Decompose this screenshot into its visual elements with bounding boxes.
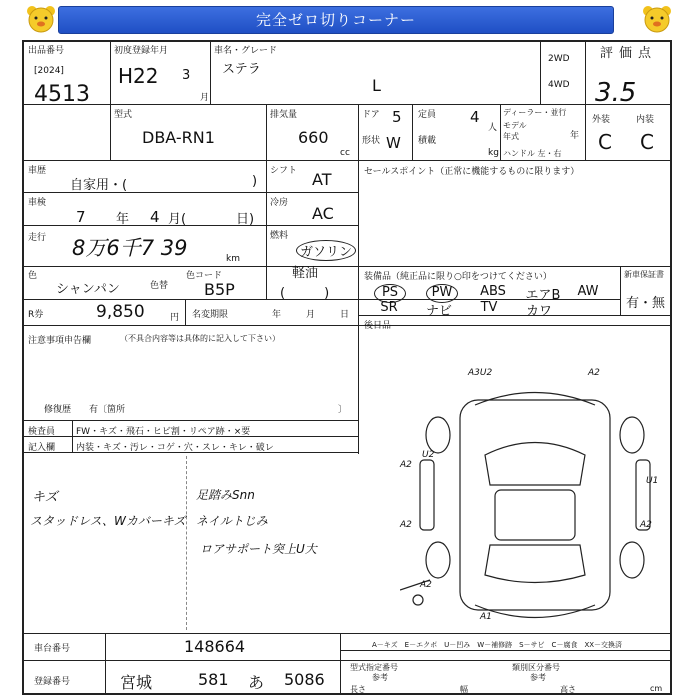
handwritten-note-left-2: スタッドレス、Wカバーキズ bbox=[30, 514, 186, 528]
inspection-label: 車検 bbox=[28, 198, 47, 208]
notes-sub: （不具合内容等は具体的に記入して下さい） bbox=[120, 334, 280, 343]
displacement-value: 660 bbox=[298, 128, 329, 147]
shape-label: 形状 bbox=[362, 136, 381, 146]
history-label: 車歴 bbox=[28, 166, 47, 176]
displacement-label: 排気量 bbox=[270, 110, 298, 120]
first-reg-label: 初度登録年月 bbox=[114, 46, 169, 56]
inspection-month-unit: 月( bbox=[168, 212, 187, 227]
front-bumper bbox=[475, 393, 595, 406]
score-int: C bbox=[640, 130, 654, 154]
recycle-label: R券 bbox=[28, 310, 44, 320]
capacity-unit: 人 bbox=[488, 123, 498, 133]
plate-prefecture: 宮城 bbox=[120, 673, 153, 692]
ref-label-2: 参考 bbox=[530, 673, 546, 682]
equip-airbag: エアB bbox=[525, 288, 561, 303]
plate-kana: あ bbox=[248, 673, 265, 692]
plate-label: 登録番号 bbox=[34, 677, 71, 687]
drive-4wd: 4WD bbox=[548, 80, 570, 90]
color-code: B5P bbox=[204, 280, 235, 299]
load-label: 積載 bbox=[418, 136, 437, 146]
doors-label: ドア bbox=[362, 110, 380, 120]
wheel-rear-left bbox=[426, 542, 450, 578]
chassis-number: 148664 bbox=[184, 637, 246, 656]
dealer-model-year: モデル 年式 bbox=[503, 121, 527, 141]
inspection-year-unit: 年 bbox=[116, 212, 130, 227]
damage-mark-a3u2: A3U2 bbox=[468, 368, 493, 378]
plate-class: 581 bbox=[198, 670, 229, 689]
handwritten-note-right-1: 足踏みSnn bbox=[196, 488, 255, 502]
banner-title: 完全ゼロ切りコーナー bbox=[58, 6, 614, 34]
dealer-year-unit: 年 bbox=[570, 131, 580, 141]
width-label: 幅 bbox=[460, 685, 468, 694]
damage-mark-u1-right: U1 bbox=[646, 476, 659, 486]
rear-bumper bbox=[475, 605, 595, 618]
sales-point-label: セールスポイント（正常に機能するものに限ります） bbox=[364, 167, 580, 177]
aircon-label: 冷房 bbox=[270, 198, 289, 208]
lot-year: [2024] bbox=[34, 66, 64, 76]
fuel-label: 燃料 bbox=[270, 231, 289, 241]
repair-history: 修復歴 有〔箇所 bbox=[44, 405, 126, 415]
name-change-year: 年 bbox=[272, 310, 282, 320]
shift-label: シフト bbox=[270, 166, 298, 176]
spec-number-label: 型式指定番号 bbox=[350, 663, 398, 672]
equip-pw: PW bbox=[426, 284, 458, 303]
doors-value: 5 bbox=[392, 108, 402, 126]
dealer-label: ディーラー・並行 bbox=[503, 108, 567, 117]
color-value: シャンパン bbox=[56, 282, 120, 297]
model-value: DBA-RN1 bbox=[142, 128, 215, 147]
lot-label: 出品番号 bbox=[28, 46, 65, 56]
car-damage-diagram bbox=[400, 360, 670, 630]
category-number-label: 類別区分番号 bbox=[512, 663, 560, 672]
bear-mascot-icon bbox=[24, 4, 58, 34]
car-grade: L bbox=[372, 76, 381, 95]
lot-number: 4513 bbox=[34, 82, 90, 107]
inspector-row-2: 内装・キズ・汚レ・コゲ・穴・スレ・キレ・破レ bbox=[76, 443, 274, 453]
damage-mark-a2-front: A2 bbox=[588, 368, 600, 378]
score-value: 3.5 bbox=[595, 78, 637, 108]
load-unit: kg bbox=[488, 148, 499, 158]
equip-ps: PS bbox=[374, 284, 406, 303]
warranty-label: 新車保証書 bbox=[624, 270, 664, 279]
first-reg-era: H22 bbox=[118, 64, 159, 88]
damage-mark-a2-rear: A2 bbox=[420, 580, 432, 590]
capacity-label: 定員 bbox=[418, 110, 437, 120]
handwritten-note-right-3: ロアサポート突上U大 bbox=[200, 542, 317, 556]
first-reg-month-unit: 月 bbox=[200, 93, 210, 103]
car-name: ステラ bbox=[222, 62, 261, 77]
inspection-year: 7 bbox=[76, 208, 86, 226]
inspector-label-2: 記入欄 bbox=[28, 443, 56, 453]
equip-leather: カワ bbox=[525, 304, 552, 319]
name-change-day: 日 bbox=[340, 310, 350, 320]
mileage-value: 8万6千7 39 bbox=[72, 236, 188, 260]
equipment-row-2 bbox=[364, 300, 620, 319]
inspection-day-unit: 日) bbox=[236, 212, 255, 227]
plate-number: 5086 bbox=[284, 670, 325, 689]
model-label: 型式 bbox=[114, 110, 133, 120]
equipment-label: 装備品（純正品に限り○印をつけてください） bbox=[364, 272, 552, 282]
notes-label: 注意事項申告欄 bbox=[28, 336, 92, 346]
header-banner bbox=[0, 0, 700, 38]
history-value: 自家用・( bbox=[70, 178, 128, 193]
length-label: 長さ bbox=[350, 685, 366, 694]
chassis-label: 車台番号 bbox=[34, 644, 71, 654]
inspector-label-1: 検査員 bbox=[28, 427, 56, 437]
height-label: 高さ bbox=[560, 685, 576, 694]
wheel-front-right bbox=[620, 417, 644, 453]
name-change-label: 名変期限 bbox=[192, 310, 229, 320]
damage-mark-a1: A1 bbox=[480, 612, 492, 622]
inspector-row-1: FW・キズ・飛石・ヒビ割・リペア跡・×要 bbox=[76, 427, 251, 437]
roof bbox=[495, 490, 575, 540]
recycle-unit: 円 bbox=[170, 313, 180, 323]
fuel-gas: ガソリン bbox=[296, 240, 356, 261]
history-close: ) bbox=[252, 174, 258, 189]
warranty-value: 有・無 bbox=[626, 296, 666, 311]
score-int-label: 内装 bbox=[636, 115, 655, 125]
handwritten-note-left-1: キズ bbox=[32, 490, 58, 505]
equip-navi: ナビ bbox=[425, 304, 452, 319]
drive-2wd: 2WD bbox=[548, 54, 570, 64]
first-reg-month: 3 bbox=[182, 68, 191, 83]
repair-history-close: 〕 bbox=[338, 405, 348, 415]
wheel-front-left bbox=[426, 417, 450, 453]
equip-abs: ABS bbox=[480, 284, 506, 299]
inspection-month: 4 bbox=[150, 208, 160, 226]
color-label: 色 bbox=[28, 271, 38, 281]
damage-legend: A－キズ E－エクボ U－凹み W－補修跡 S－サビ C－腐食 XX－交換済 bbox=[372, 641, 623, 649]
equip-tv: TV bbox=[480, 300, 498, 315]
handle-label: ハンドル 左・右 bbox=[503, 149, 562, 158]
name-change-month: 月 bbox=[306, 310, 316, 320]
mileage-label: 走行 bbox=[28, 233, 47, 243]
recycle-value: 9,850 bbox=[96, 302, 145, 322]
color-tone-label: 色替 bbox=[150, 281, 169, 291]
mileage-unit: km bbox=[226, 254, 240, 264]
windshield bbox=[485, 443, 585, 486]
car-name-label: 車名・グレード bbox=[214, 46, 278, 56]
score-ext: C bbox=[598, 130, 612, 154]
mirror-left bbox=[420, 460, 434, 530]
rear-window bbox=[485, 545, 585, 583]
handwritten-note-right-2: ネイルトじみ bbox=[196, 514, 268, 528]
damage-mark-u2-left: U2 bbox=[422, 450, 435, 460]
capacity-value: 4 bbox=[470, 108, 480, 126]
displacement-unit: cc bbox=[340, 148, 350, 158]
score-label: 評価点 bbox=[600, 46, 658, 61]
fuel-paren: ( ) bbox=[280, 286, 330, 301]
seat-label: 後日品 bbox=[364, 321, 392, 331]
damage-mark-a2-left: A2 bbox=[400, 460, 412, 470]
ref-label-1: 参考 bbox=[372, 673, 388, 682]
aircon-value: AC bbox=[312, 204, 334, 223]
damage-mark-a2-side: A2 bbox=[400, 520, 412, 530]
shape-value: W bbox=[386, 134, 401, 152]
fuel-diesel: 軽油 bbox=[292, 266, 319, 281]
bear-mascot-icon bbox=[640, 4, 674, 34]
damage-mark-a2-right: A2 bbox=[640, 520, 652, 530]
wheel-rear-right bbox=[620, 542, 644, 578]
color-code-label: 色コード bbox=[186, 271, 223, 281]
shift-value: AT bbox=[312, 170, 332, 189]
score-ext-label: 外装 bbox=[592, 115, 611, 125]
cm-unit: cm bbox=[650, 684, 663, 693]
equip-aw: AW bbox=[577, 284, 599, 299]
car-body-outline bbox=[460, 400, 610, 610]
equip-sr: SR bbox=[380, 300, 398, 315]
